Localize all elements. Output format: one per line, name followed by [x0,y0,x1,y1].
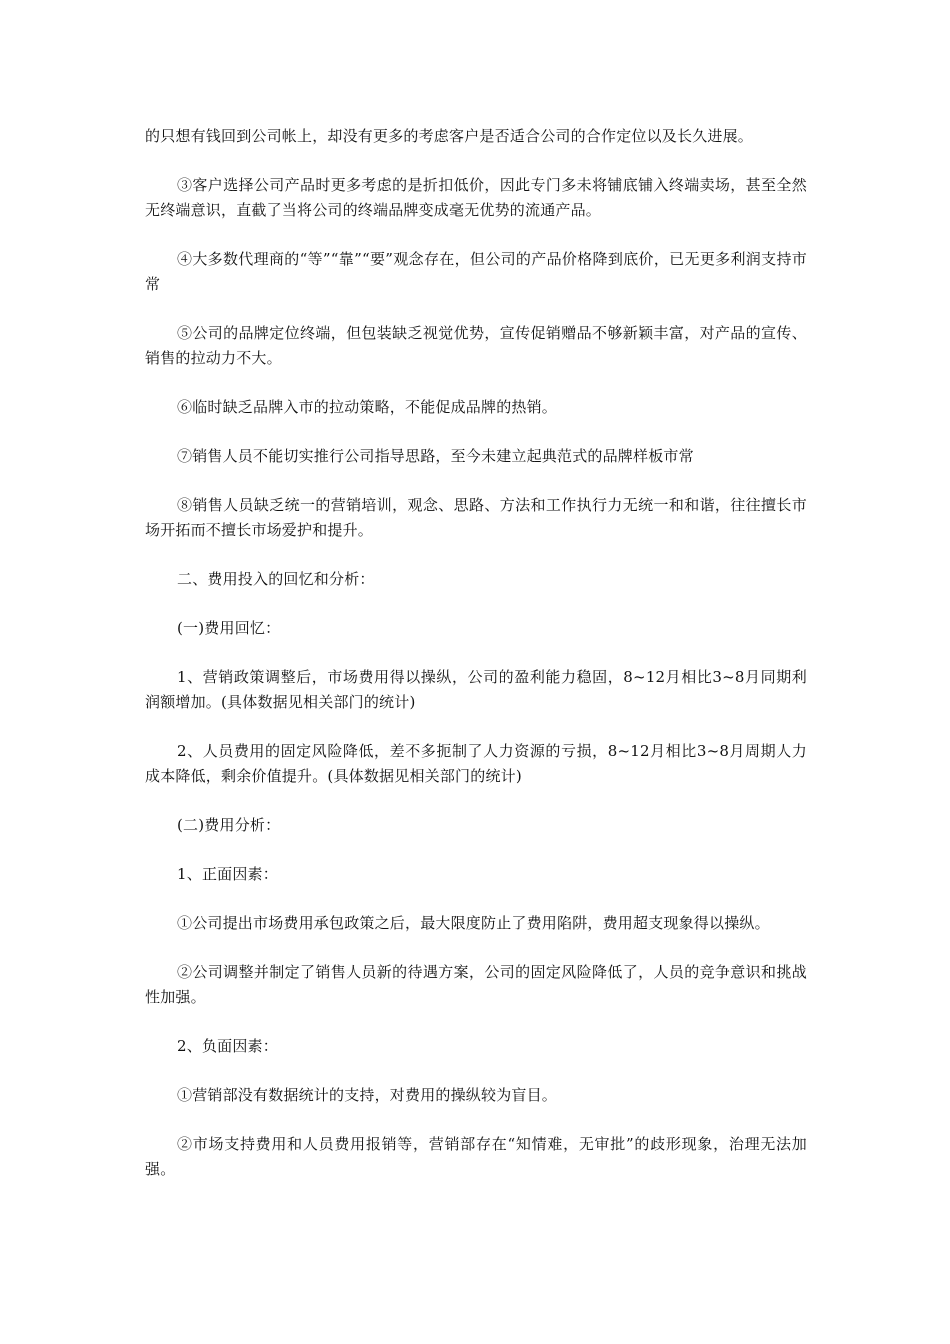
heading-positive-factors: 1、正面因素： [177,865,278,883]
paragraph-item-8: ⑧销售人员缺乏统一的营销培训，观念、思路、方法和工作执行力无统一和和谐，往往擅长市场开拓而不擅长市场爱护和提升。 [145,496,807,539]
heading-negative-factors: 2、负面因素： [177,1037,278,1055]
paragraph-positive-2: ②公司调整并制定了销售人员新的待遇方案，公司的固定风险降低了，人员的竞争意识和挑战性加强。 [145,963,807,1006]
paragraph-negative-1: ①营销部没有数据统计的支持，对费用的操纵较为盲目。 [177,1086,558,1104]
document-body [145,124,807,1206]
section-heading-cost: 二、费用投入的回忆和分析： [177,570,375,588]
paragraph-review-2: 2、人员费用的固定风险降低，差不多扼制了人力资源的亏损，8~12月相比3~8月周期人力成本降低，剩余价值提升。(具体数据见相关部门的统计) [145,742,807,785]
paragraph-item-3: ③客户选择公司产品时更多考虑的是折扣低价，因此专门多未将铺底铺入终端卖场，甚至全然无终端意识，直截了当将公司的终端品牌变成毫无优势的流通产品。 [145,176,807,219]
paragraph-positive-1: ①公司提出市场费用承包政策之后，最大限度防止了费用陷阱，费用超支现象得以操纵。 [177,914,770,932]
paragraph-item-6: ⑥临时缺乏品牌入市的拉动策略，不能促成品牌的热销。 [177,398,558,416]
paragraph-negative-2: ②市场支持费用和人员费用报销等，营销部存在“知情难，无审批”的歧形现象，治理无法加强。 [145,1135,807,1178]
paragraph-item-4: ④大多数代理商的“等”“靠”“要”观念存在，但公司的产品价格降到底价，已无更多利润支持市常 [145,250,807,293]
paragraph-item-7: ⑦销售人员不能切实推行公司指导思路，至今未建立起典范式的品牌样板市常 [177,447,694,465]
subsection-heading-review: (一)费用回忆： [177,619,281,637]
paragraph-item-5: ⑤公司的品牌定位终端，但包装缺乏视觉优势，宣传促销赠品不够新颖丰富，对产品的宣传、销售的拉动力不大。 [145,324,807,367]
subsection-heading-analysis: (二)费用分析： [177,816,281,834]
paragraph-review-1: 1、营销政策调整后，市场费用得以操纵，公司的盈利能力稳固，8~12月相比3~8月同期利润额增加。(具体数据见相关部门的统计) [145,668,807,711]
paragraph-continuation: 的只想有钱回到公司帐上，却没有更多的考虑客户是否适合公司的合作定位以及长久进展。 [145,127,754,145]
